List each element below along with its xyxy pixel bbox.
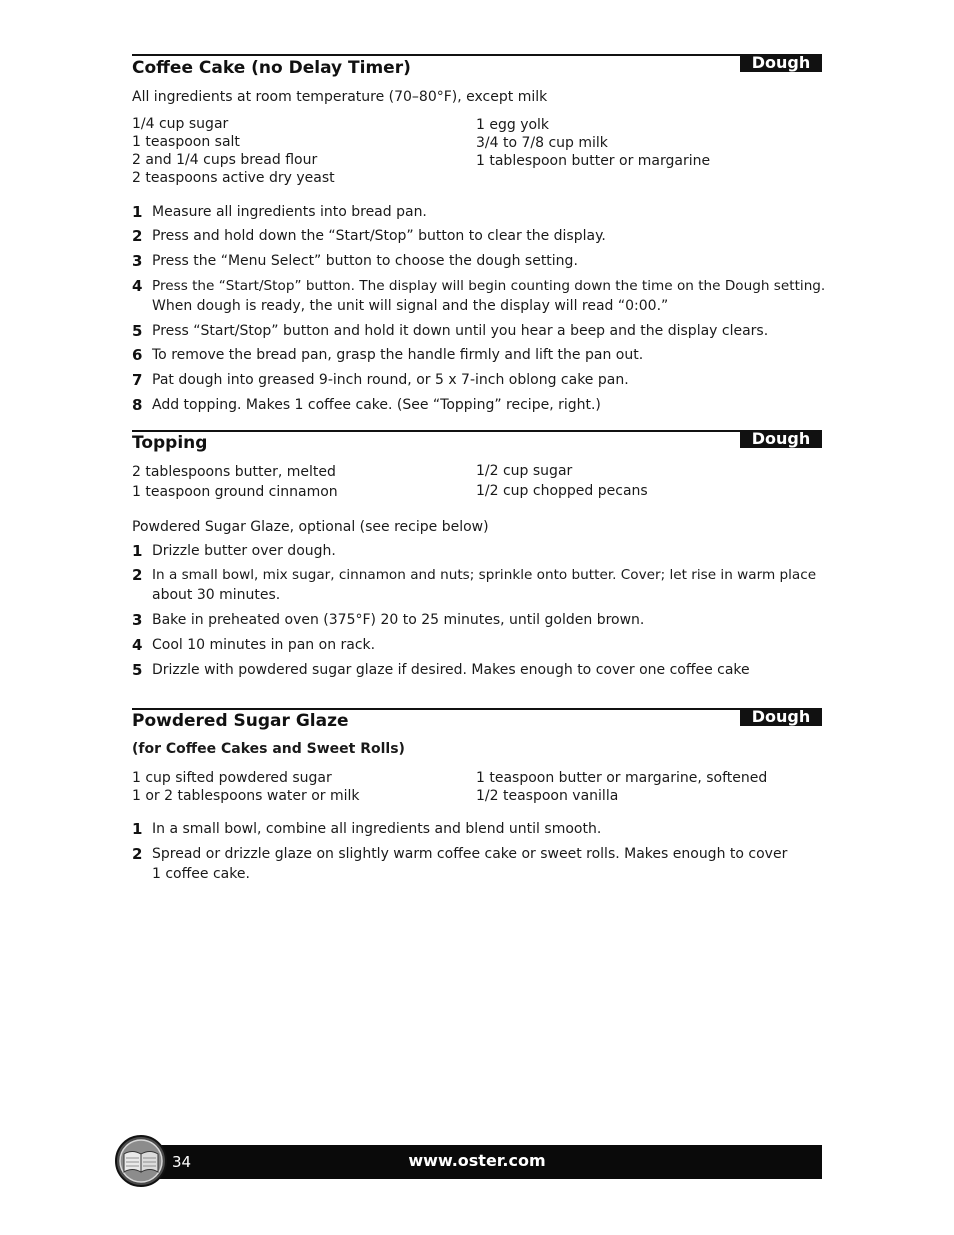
category-tab: Dough xyxy=(740,54,822,72)
recipe-note: Powdered Sugar Glaze, optional (see recipe below) xyxy=(132,519,489,535)
step-text: Press “Start/Stop” button and hold it down until you hear a beep and the display clears. xyxy=(152,323,769,339)
step-text: about 30 minutes. xyxy=(152,587,281,603)
ingredient-right: 1/2 cup chopped pecans xyxy=(476,483,648,499)
ingredient-right: 1 teaspoon butter or margarine, softened xyxy=(476,770,768,786)
section-rule xyxy=(132,54,822,56)
step-text: In a small bowl, mix sugar, cinnamon and nuts; sprinkle onto butter. Cover; let rise in warm place xyxy=(152,567,817,583)
recipe-note: All ingredients at room temperature (70–80°F), except milk xyxy=(132,89,548,105)
step-text: Bake in preheated oven (375°F) 20 to 25 minutes, until golden brown. xyxy=(152,612,645,628)
ingredient-right: 1/2 cup sugar xyxy=(476,463,573,479)
ingredient-right: 1 egg yolk xyxy=(476,117,550,133)
step-number: 5 xyxy=(132,322,143,340)
ingredient-left: 1 cup sifted powdered sugar xyxy=(132,770,332,786)
step-text: Pat dough into greased 9-inch round, or 5 x 7-inch oblong cake pan. xyxy=(152,372,629,388)
ingredient-left: 2 tablespoons butter, melted xyxy=(132,464,336,480)
step-text: Press the “Menu Select” button to choose the dough setting. xyxy=(152,253,578,269)
step-text: Press the “Start/Stop” button. The display will begin counting down the time on the Dough setting. xyxy=(152,278,826,294)
step-text: Cool 10 minutes in pan on rack. xyxy=(152,637,376,653)
step-text: Drizzle with powdered sugar glaze if desired. Makes enough to cover one coffee cake xyxy=(152,662,750,678)
step-text: 1 coffee cake. xyxy=(152,866,250,882)
step-text: To remove the bread pan, grasp the handle firmly and lift the pan out. xyxy=(152,347,644,363)
footer-bar xyxy=(132,1145,822,1179)
step-number: 3 xyxy=(132,252,143,270)
ingredient-right: 3/4 to 7/8 cup milk xyxy=(476,135,608,151)
step-text: Drizzle butter over dough. xyxy=(152,543,336,559)
step-number: 5 xyxy=(132,661,143,679)
step-number: 1 xyxy=(132,203,143,221)
step-number: 8 xyxy=(132,396,143,414)
topping-section xyxy=(132,430,822,690)
glaze-section xyxy=(132,708,822,888)
section-rule xyxy=(132,430,822,432)
ingredient-right: 1/2 teaspoon vanilla xyxy=(476,788,619,804)
step-number: 1 xyxy=(132,542,143,560)
step-text: When dough is ready, the unit will signal and the display will read “0:00.” xyxy=(152,298,669,314)
coffee-cake-section xyxy=(132,53,826,424)
section-title: Coffee Cake (no Delay Timer) xyxy=(132,58,411,78)
ingredient-left: 1 teaspoon ground cinnamon xyxy=(132,484,338,500)
section-title: Powdered Sugar Glaze xyxy=(132,711,349,731)
step-number: 2 xyxy=(132,566,143,584)
page-number: 34 xyxy=(172,1153,192,1171)
step-number: 3 xyxy=(132,611,143,629)
step-text: Measure all ingredients into bread pan. xyxy=(152,204,427,220)
recipe-subtitle: (for Coffee Cakes and Sweet Rolls) xyxy=(132,741,405,757)
step-text: Spread or drizzle glaze on slightly warm coffee cake or sweet rolls. Makes enough to cover xyxy=(152,846,788,862)
step-text: In a small bowl, combine all ingredients and blend until smooth. xyxy=(152,821,602,837)
category-tab: Dough xyxy=(740,708,822,726)
step-number: 6 xyxy=(132,346,143,364)
ingredient-left: 2 teaspoons active dry yeast xyxy=(132,170,335,186)
step-number: 4 xyxy=(132,277,143,295)
step-number: 2 xyxy=(132,845,143,863)
step-number: 4 xyxy=(132,636,143,654)
bread-book-icon xyxy=(114,1134,168,1188)
ingredient-left: 2 and 1/4 cups bread flour xyxy=(132,152,318,168)
ingredient-left: 1/4 cup sugar xyxy=(132,116,229,132)
category-tab: Dough xyxy=(740,430,822,448)
step-number: 1 xyxy=(132,820,143,838)
ingredient-left: 1 or 2 tablespoons water or milk xyxy=(132,788,360,804)
step-text: Press and hold down the “Start/Stop” button to clear the display. xyxy=(152,228,606,244)
section-rule xyxy=(132,708,822,710)
website-link[interactable]: www.oster.com xyxy=(408,1151,546,1170)
ingredient-left: 1 teaspoon salt xyxy=(132,134,240,150)
step-number: 7 xyxy=(132,371,143,389)
ingredient-right: 1 tablespoon butter or margarine xyxy=(476,153,711,169)
section-title: Topping xyxy=(132,433,208,453)
step-text: Add topping. Makes 1 coffee cake. (See “Topping” recipe, right.) xyxy=(152,397,601,413)
step-number: 2 xyxy=(132,227,143,245)
